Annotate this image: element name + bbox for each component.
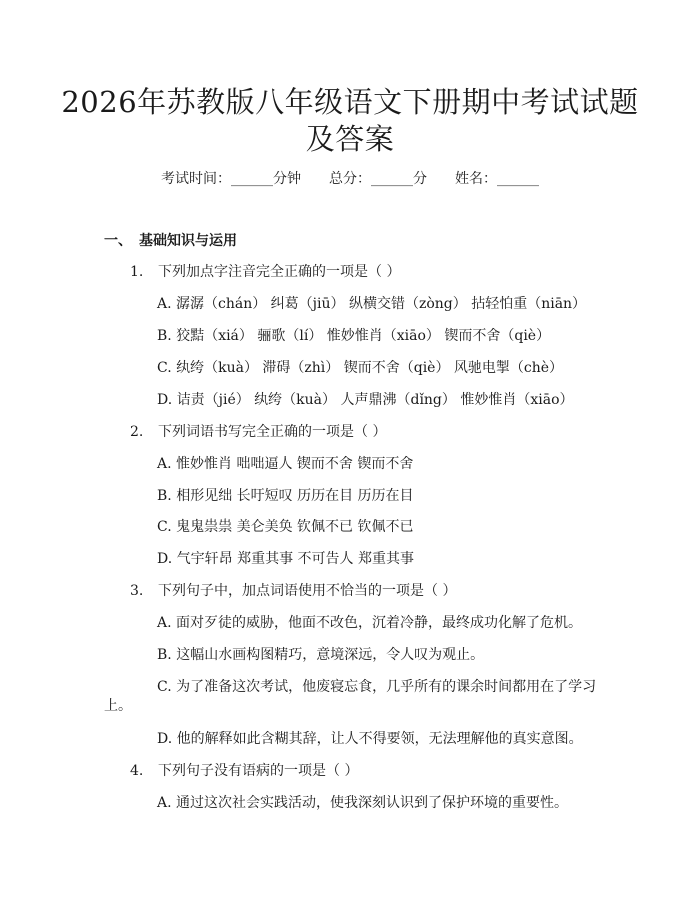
q2-option-a: A. 惟妙惟肖 咄咄逼人 锲而不舍 锲而不舍 [157,456,414,472]
q1-option-d: D. 诘责（jié） 纨绔（kuà） 人声鼎沸（dǐng） 惟妙惟肖（xiāo） [157,392,574,408]
question-text: 下列句子中，加点词语使用不恰当的一项是（ ） [158,583,457,599]
question-number: 3. [130,583,144,599]
section-title: 基础知识与运用 [139,233,237,249]
q3-option-c: C. 为了准备这次考试，他废寝忘食，几乎所有的课余时间都用在了学习 [157,679,597,695]
q1-option-c: C. 纨绔（kuà） 滞碍（zhì） 锲而不舍（qiè） 风驰电掣（chè） [157,360,564,376]
exam-time: 考试时间：______分钟 [161,171,301,187]
exam-score: 总分：______分 [329,171,427,187]
question-number: 4. [130,763,144,779]
exam-meta [0,168,700,188]
exam-title-line1: 2026年苏教版八年级语文下册期中考试试题 [61,85,639,119]
exam-title-line2: 及答案 [305,122,395,156]
q2-option-c: C. 鬼鬼祟祟 美仑美奂 钦佩不已 钦佩不已 [157,519,414,535]
question-text: 下列词语书写完全正确的一项是（ ） [158,424,387,440]
question-number: 2. [130,424,144,440]
q1-option-a: A. 潺潺（chán） 纠葛（jiū） 纵横交错（zòng） 拈轻怕重（niān） [157,296,587,312]
q2-option-b: B. 相形见绌 长吁短叹 历历在目 历历在目 [157,488,414,504]
section-heading [104,230,237,250]
q2-option-d: D. 气宇轩昂 郑重其事 不可告人 郑重其事 [157,551,414,567]
question-text: 下列句子没有语病的一项是（ ） [158,763,359,779]
q3-option-d: D. 他的解释如此含糊其辞，让人不得要领，无法理解他的真实意图。 [157,731,583,747]
exam-name: 姓名：______ [455,171,539,187]
q4-option-a: A. 通过这次社会实践活动，使我深刻认识到了保护环境的重要性。 [157,795,569,811]
question-4 [130,760,358,780]
question-text: 下列加点字注音完全正确的一项是（ ） [158,264,401,280]
question-3 [130,580,456,600]
q3-option-b: B. 这幅山水画构图精巧，意境深远，令人叹为观止。 [157,647,485,663]
question-number: 1. [130,264,144,280]
q1-option-b: B. 狡黠（xiá） 骊歌（lí） 惟妙惟肖（xiāo） 锲而不舍（qiè） [157,328,551,344]
question-1 [130,261,400,281]
q3-option-a: A. 面对歹徒的威胁，他面不改色，沉着冷静，最终成功化解了危机。 [157,615,583,631]
q3-option-c-continuation: 上。 [104,698,132,714]
section-number: 一、 [104,233,132,249]
question-2 [130,421,386,441]
